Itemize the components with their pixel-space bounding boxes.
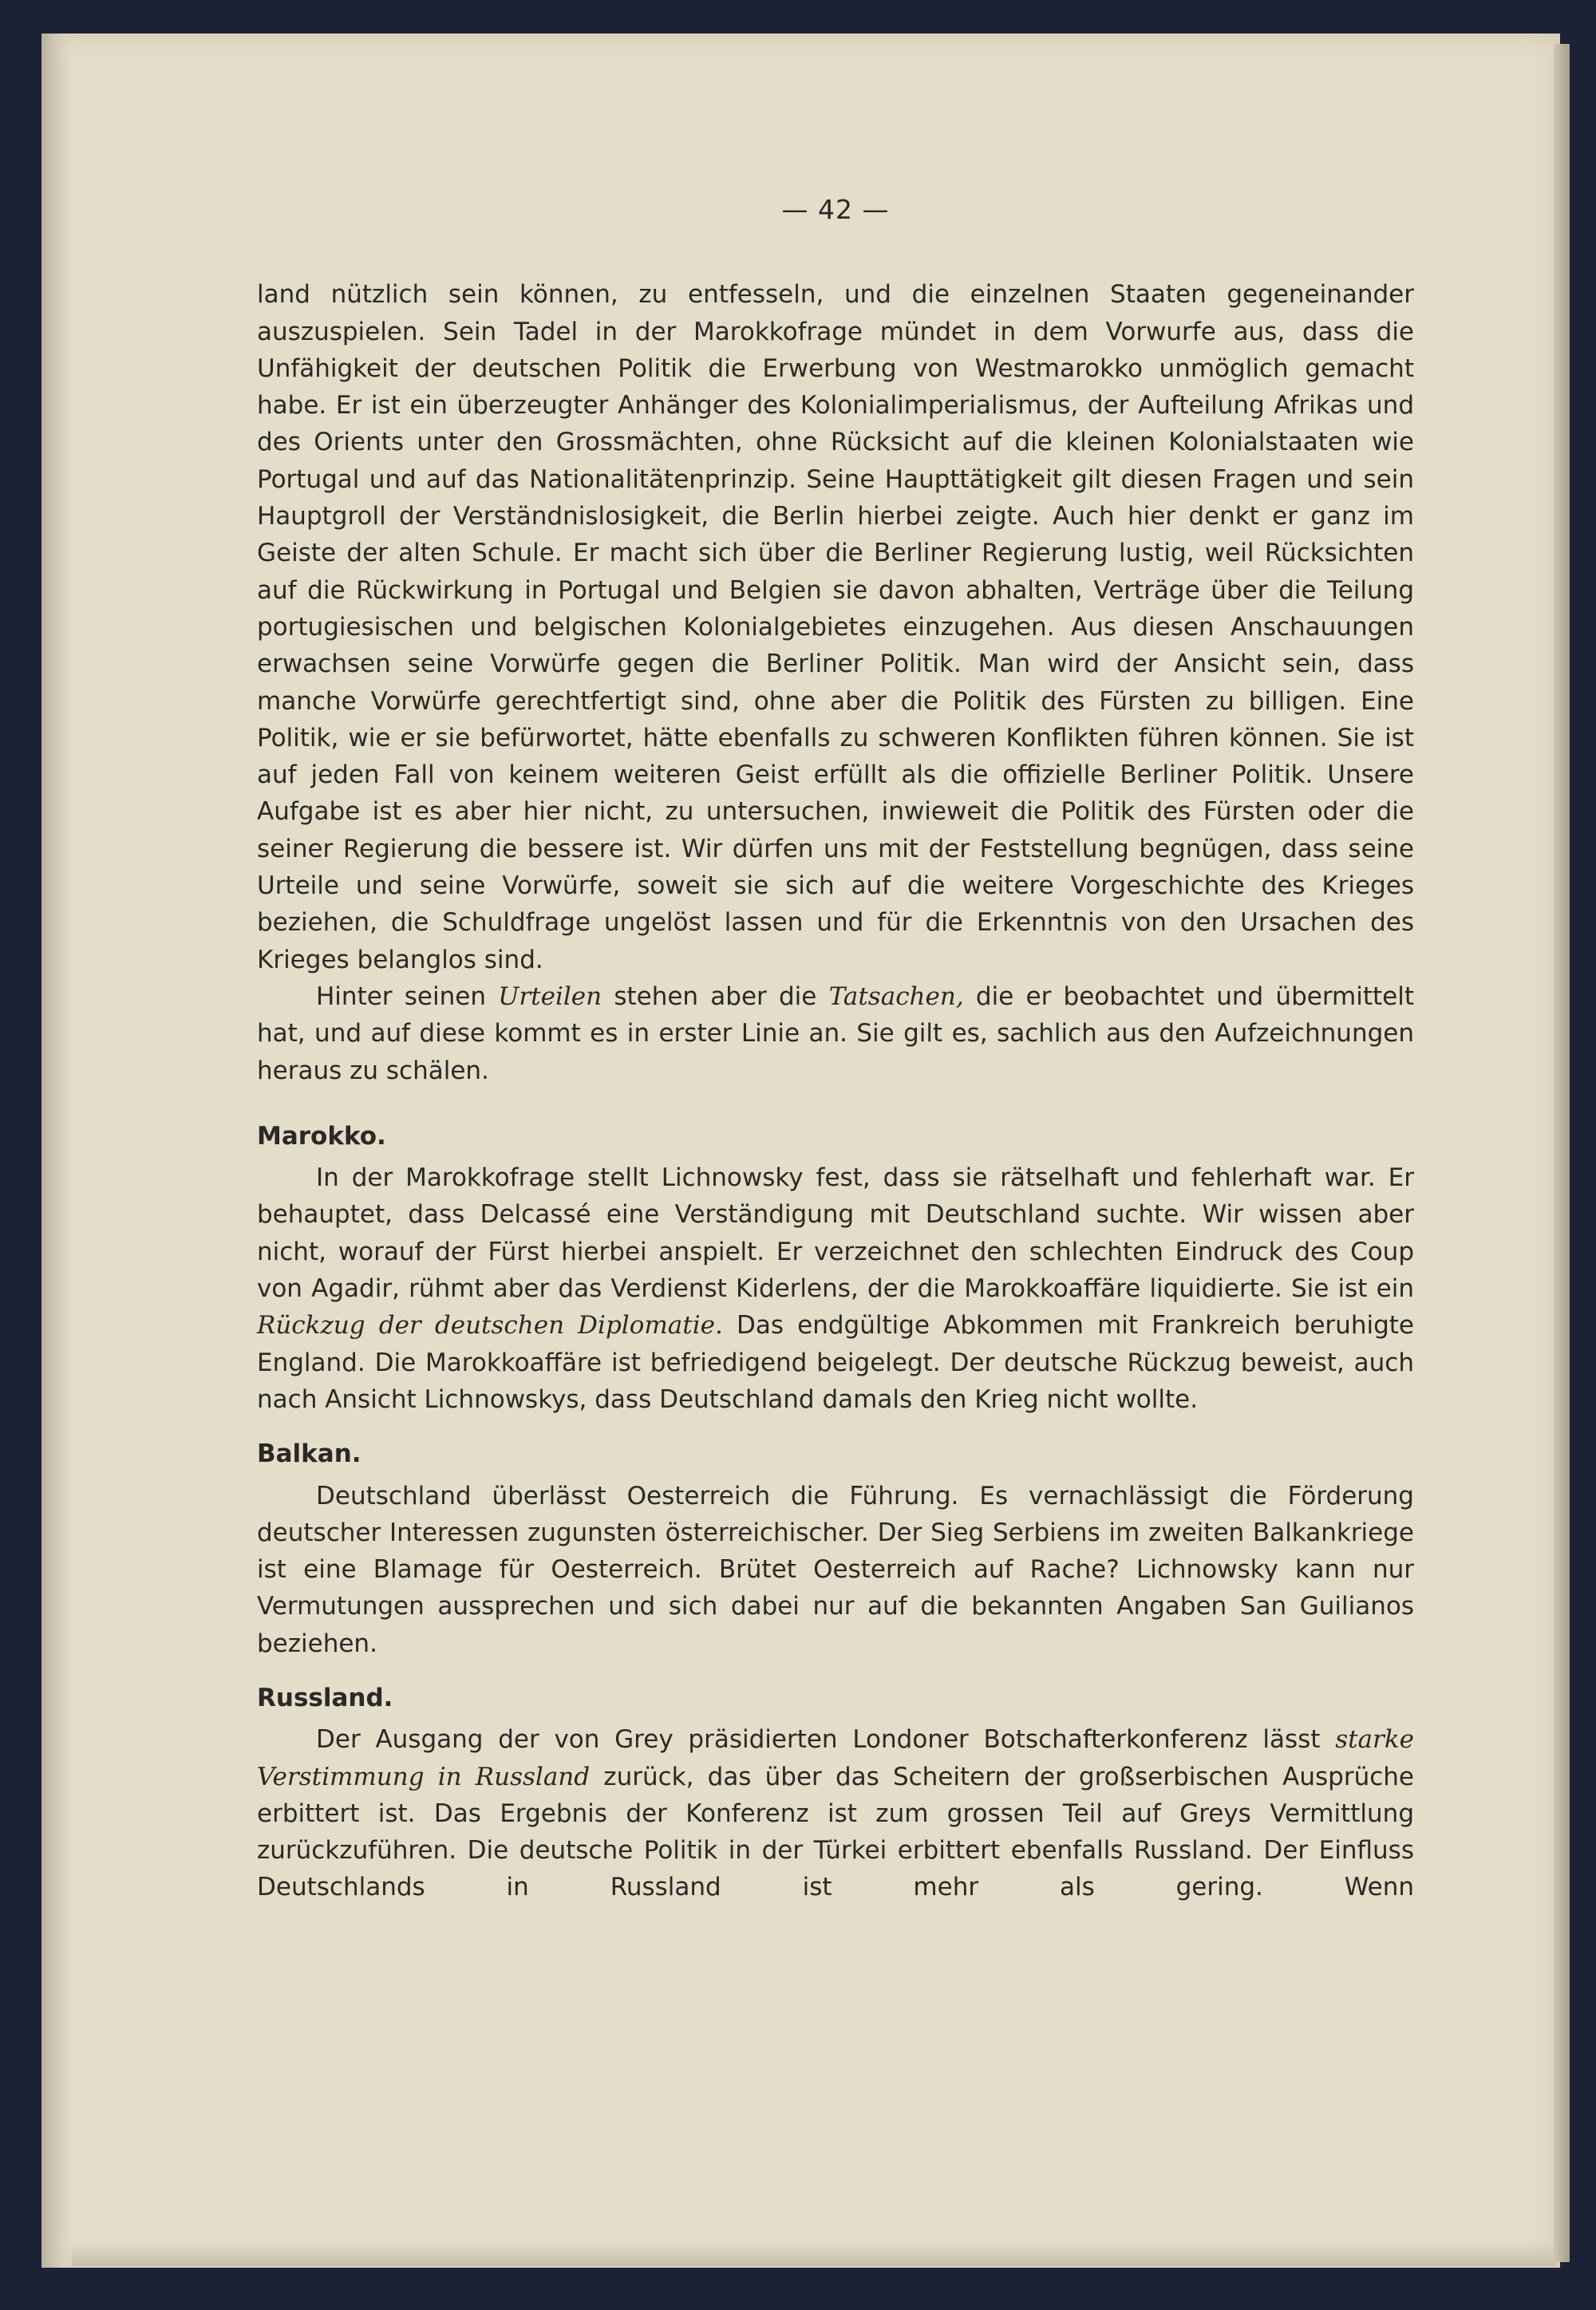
marokko-emphasis: Rückzug der deutschen Diplomatie.: [257, 1311, 723, 1341]
second-paragraph: [257, 978, 1414, 1089]
marokko-text-1: In der Marokkofrage stellt Lichnowsky fest, dass sie rätselhaft und fehlerhaft war. Er behauptet, dass Delcassé eine Verständigung mit Deutschland suchte. Wir wissen aber nicht, worauf der Fürst hierbei anspielt. Er verzeichnet den schlechten Eindruck des Coup von Agadir, rühmt aber das Verdienst Kiderlens, der die Marokkoaffäre liquidierte. Sie ist ein: [257, 1163, 1414, 1304]
section-heading-russland: Russland.: [257, 1683, 393, 1712]
second-paragraph-text-2: stehen aber die: [602, 981, 829, 1011]
russland-text-2: zurück, das über das Scheitern der großserbischen Ausprüche erbittert ist. Das Ergebnis der Konferenz ist zum grossen Teil auf Greys Vermittlung zurückzuführen. Die deutsche Politik in der Türkei erbittert ebenfalls Russland. Der Einfluss Deutschlands in Russland ist mehr als gering. Wenn: [257, 1762, 1414, 1902]
second-paragraph-text-3: die er beobachtet und übermittelt hat, und auf diese kommt es in erster Linie an. Sie gilt es, sachlich aus den Aufzeichnungen heraus zu schälen.: [257, 981, 1414, 1085]
page-text-block: [257, 192, 1414, 1906]
section-heading-balkan: Balkan.: [257, 1439, 361, 1469]
marokko-text-2: Das endgültige Abkommen mit Frankreich beruhigte England. Die Marokkoaffäre ist befriedigend beigelegt. Der deutsche Rückzug beweist, auch nach Ansicht Lichnowskys, dass Deutschland damals den Krieg nicht wollte.: [257, 1311, 1414, 1414]
section-paragraph-russland: [257, 1721, 1414, 1905]
section-heading-marokko: Marokko.: [257, 1121, 386, 1151]
section-paragraph-balkan: Deutschland überlässt Oesterreich die Führung. Es vernachlässigt die Förderung deutscher Interessen zugunsten österreichischer. Der Sieg Serbiens im zweiten Balkankriege ist eine Blamage für Oesterreich. Brütet Oesterreich auf Rache? Lichnowsky kann nur Vermutungen aussprechen und sich dabei nur auf die bekannten Angaben San Guilianos beziehen.: [257, 1481, 1414, 1658]
page-bottom-edge: [72, 2242, 1556, 2266]
russland-emphasis: starke Verstimmung in Russland: [257, 1725, 1414, 1791]
intro-paragraph: land nützlich sein können, zu entfesseln, und die einzelnen Staaten gegeneinander auszuspielen. Sein Tadel in der Marokkofrage mündet in dem Vorwurfe aus, dass die Unfähigkeit der deutschen Politik die Erwerbung von Westmarokko unmöglich gemacht habe. Er ist ein überzeugter Anhänger des Kolonialimperialismus, der Aufteilung Afrikas und des Orients unter den Grossmächten, ohne Rücksicht auf die kleinen Kolonialstaaten wie Portugal und auf das Nationalitätenprinzip. Seine Haupttätigkeit gilt diesen Fragen und sein Hauptgroll der Verständnislosigkeit, die Berlin hierbei zeigte. Auch hier denkt er ganz im Geiste der alten Schule. Er macht sich über die Berliner Regierung lustig, weil Rücksichten auf die Rückwirkung in Portugal und Belgien sie davon abhalten, Verträge über die Teilung portugiesischen und belgischen Kolonialgebietes einzugehen. Aus diesen Anschauungen erwachsen seine Vorwürfe gegen die Berliner Politik. Man wird der Ansicht sein, dass manche Vorwürfe gerechtfertigt sind, ohne aber die Politik des Fürsten zu billigen. Eine Politik, wie er sie befürwortet, hätte ebenfalls zu schweren Konflikten führen können. Sie ist auf jeden Fall von keinem weiteren Geist erfüllt als die offizielle Berliner Politik. Unsere Aufgabe ist es aber hier nicht, zu untersuchen, inwieweit die Politik des Fürsten oder die seiner Regierung die bessere ist. Wir dürfen uns mit der Feststellung begnügen, dass seine Urteile und seine Vorwürfe, soweit sie sich auf die weitere Vorgeschichte des Krieges beziehen, die Schuldfrage ungelöst lassen und für die Erkenntnis von den Ursachen des Krieges belanglos sind.: [257, 280, 1414, 974]
second-paragraph-emphasis-2: Tatsachen,: [828, 981, 964, 1011]
second-paragraph-text-1: Hinter seinen: [316, 981, 499, 1011]
second-paragraph-emphasis-1: Urteilen: [498, 981, 602, 1011]
page-right-edge: [1554, 44, 1570, 2262]
page-binding-shadow: [41, 34, 72, 2268]
page-number: — 42 —: [781, 194, 890, 225]
russland-text-1: Der Ausgang der von Grey präsidierten Londoner Botschafterkonferenz lässt: [316, 1725, 1336, 1755]
section-paragraph-marokko: [257, 1159, 1414, 1418]
